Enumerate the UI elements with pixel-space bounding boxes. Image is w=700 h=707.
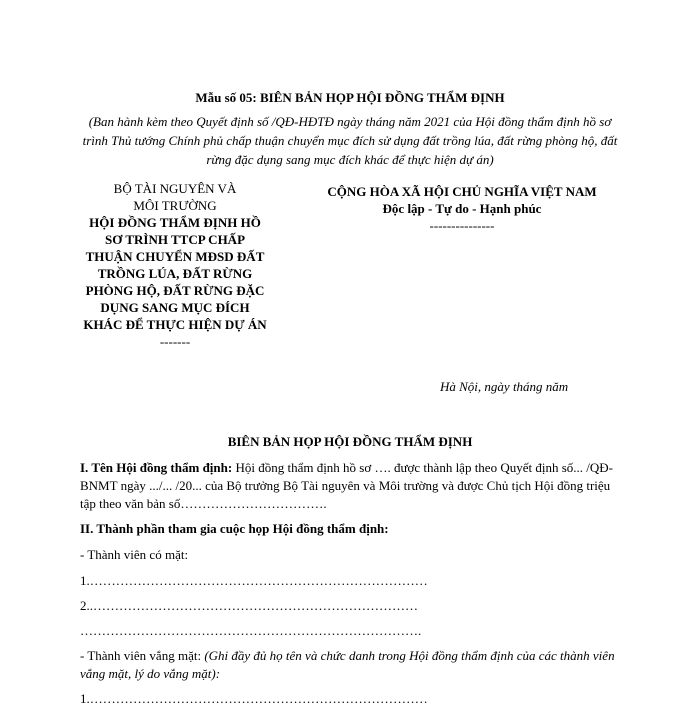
issuing-agency-header xyxy=(60,180,290,350)
place-and-date: Hà Nội, ngày tháng năm xyxy=(440,379,569,394)
fill-in-line: 1.…………………………………………………………………… xyxy=(80,691,428,706)
section-1-text: Hội đồng thẩm định hồ sơ …. được thành lập theo Quyết định số... /QĐ-BNMT ngày .../... /20... của Bộ trưởng Bộ Tài nguyên và Môi trường và được Chủ tịch Hội đồng triệu tập theo văn bản số……………………………. xyxy=(80,460,613,511)
fill-in-line: 1.…………………………………………………………………… xyxy=(80,573,428,588)
absent-members-paragraph xyxy=(80,647,625,683)
section-1-label: I. Tên Hội đồng thẩm định: xyxy=(80,460,233,475)
issuance-note: (Ban hành kèm theo Quyết định số /QĐ-HĐTĐ ngày tháng năm 2021 của Hội đồng thẩm định hồ sơ trình Thủ tướng Chính phủ chấp thuận chuyển mục đích sử dụng đất trồng lúa, đất rừng phòng hộ, đất rừng đặc dụng sang mục đích khác để thực hiện dự án) xyxy=(82,114,618,167)
country-name: CỘNG HÒA XÃ HỘI CHỦ NGHĨA VIỆT NAM xyxy=(327,184,597,199)
section-1-council-name xyxy=(80,459,625,513)
council-name-line: HỘI ĐỒNG THẨM ĐỊNH HỒ xyxy=(89,215,261,230)
fill-in-line: 2..………………………………………………………………… xyxy=(80,598,418,613)
council-name-line: TRỒNG LÚA, ĐẤT RỪNG xyxy=(97,266,253,281)
council-name-line: KHÁC ĐỂ THỰC HIỆN DỰ ÁN xyxy=(83,317,267,332)
ministry-name-line-1: BỘ TÀI NGUYÊN VÀ xyxy=(113,181,237,196)
fill-in-line: ……………………………………………………………………. xyxy=(80,623,422,638)
form-title: Mẫu số 05: BIÊN BẢN HỌP HỘI ĐỒNG THẨM ĐỊNH xyxy=(195,90,505,105)
national-motto: Độc lập - Tự do - Hạnh phúc xyxy=(382,201,542,216)
council-name-line: SƠ TRÌNH TTCP CHẤP xyxy=(104,232,246,247)
council-name-line: DỤNG SANG MỤC ĐÍCH xyxy=(100,300,250,315)
left-header-divider: ------- xyxy=(159,334,191,349)
national-header-divider: --------------- xyxy=(429,218,495,233)
absent-members-label: - Thành viên vắng mặt: xyxy=(80,648,205,663)
national-header xyxy=(282,183,642,234)
document-title: BIÊN BẢN HỌP HỘI ĐỒNG THẨM ĐỊNH xyxy=(227,434,473,449)
council-name-line: PHÒNG HỘ, ĐẤT RỪNG ĐẶC xyxy=(85,283,265,298)
council-name-line: THUẬN CHUYỂN MĐSD ĐẤT xyxy=(85,249,265,264)
section-2-label: II. Thành phần tham gia cuộc họp Hội đồng thẩm định: xyxy=(80,521,389,536)
ministry-name-line-2: MÔI TRƯỜNG xyxy=(133,198,217,213)
present-members-label: - Thành viên có mặt: xyxy=(80,547,189,562)
absent-members-note: (Ghi đầy đủ họ tên và chức danh trong Hội đồng thẩm định của các thành viên vắng mặt, lý do vắng mặt): xyxy=(80,648,615,681)
